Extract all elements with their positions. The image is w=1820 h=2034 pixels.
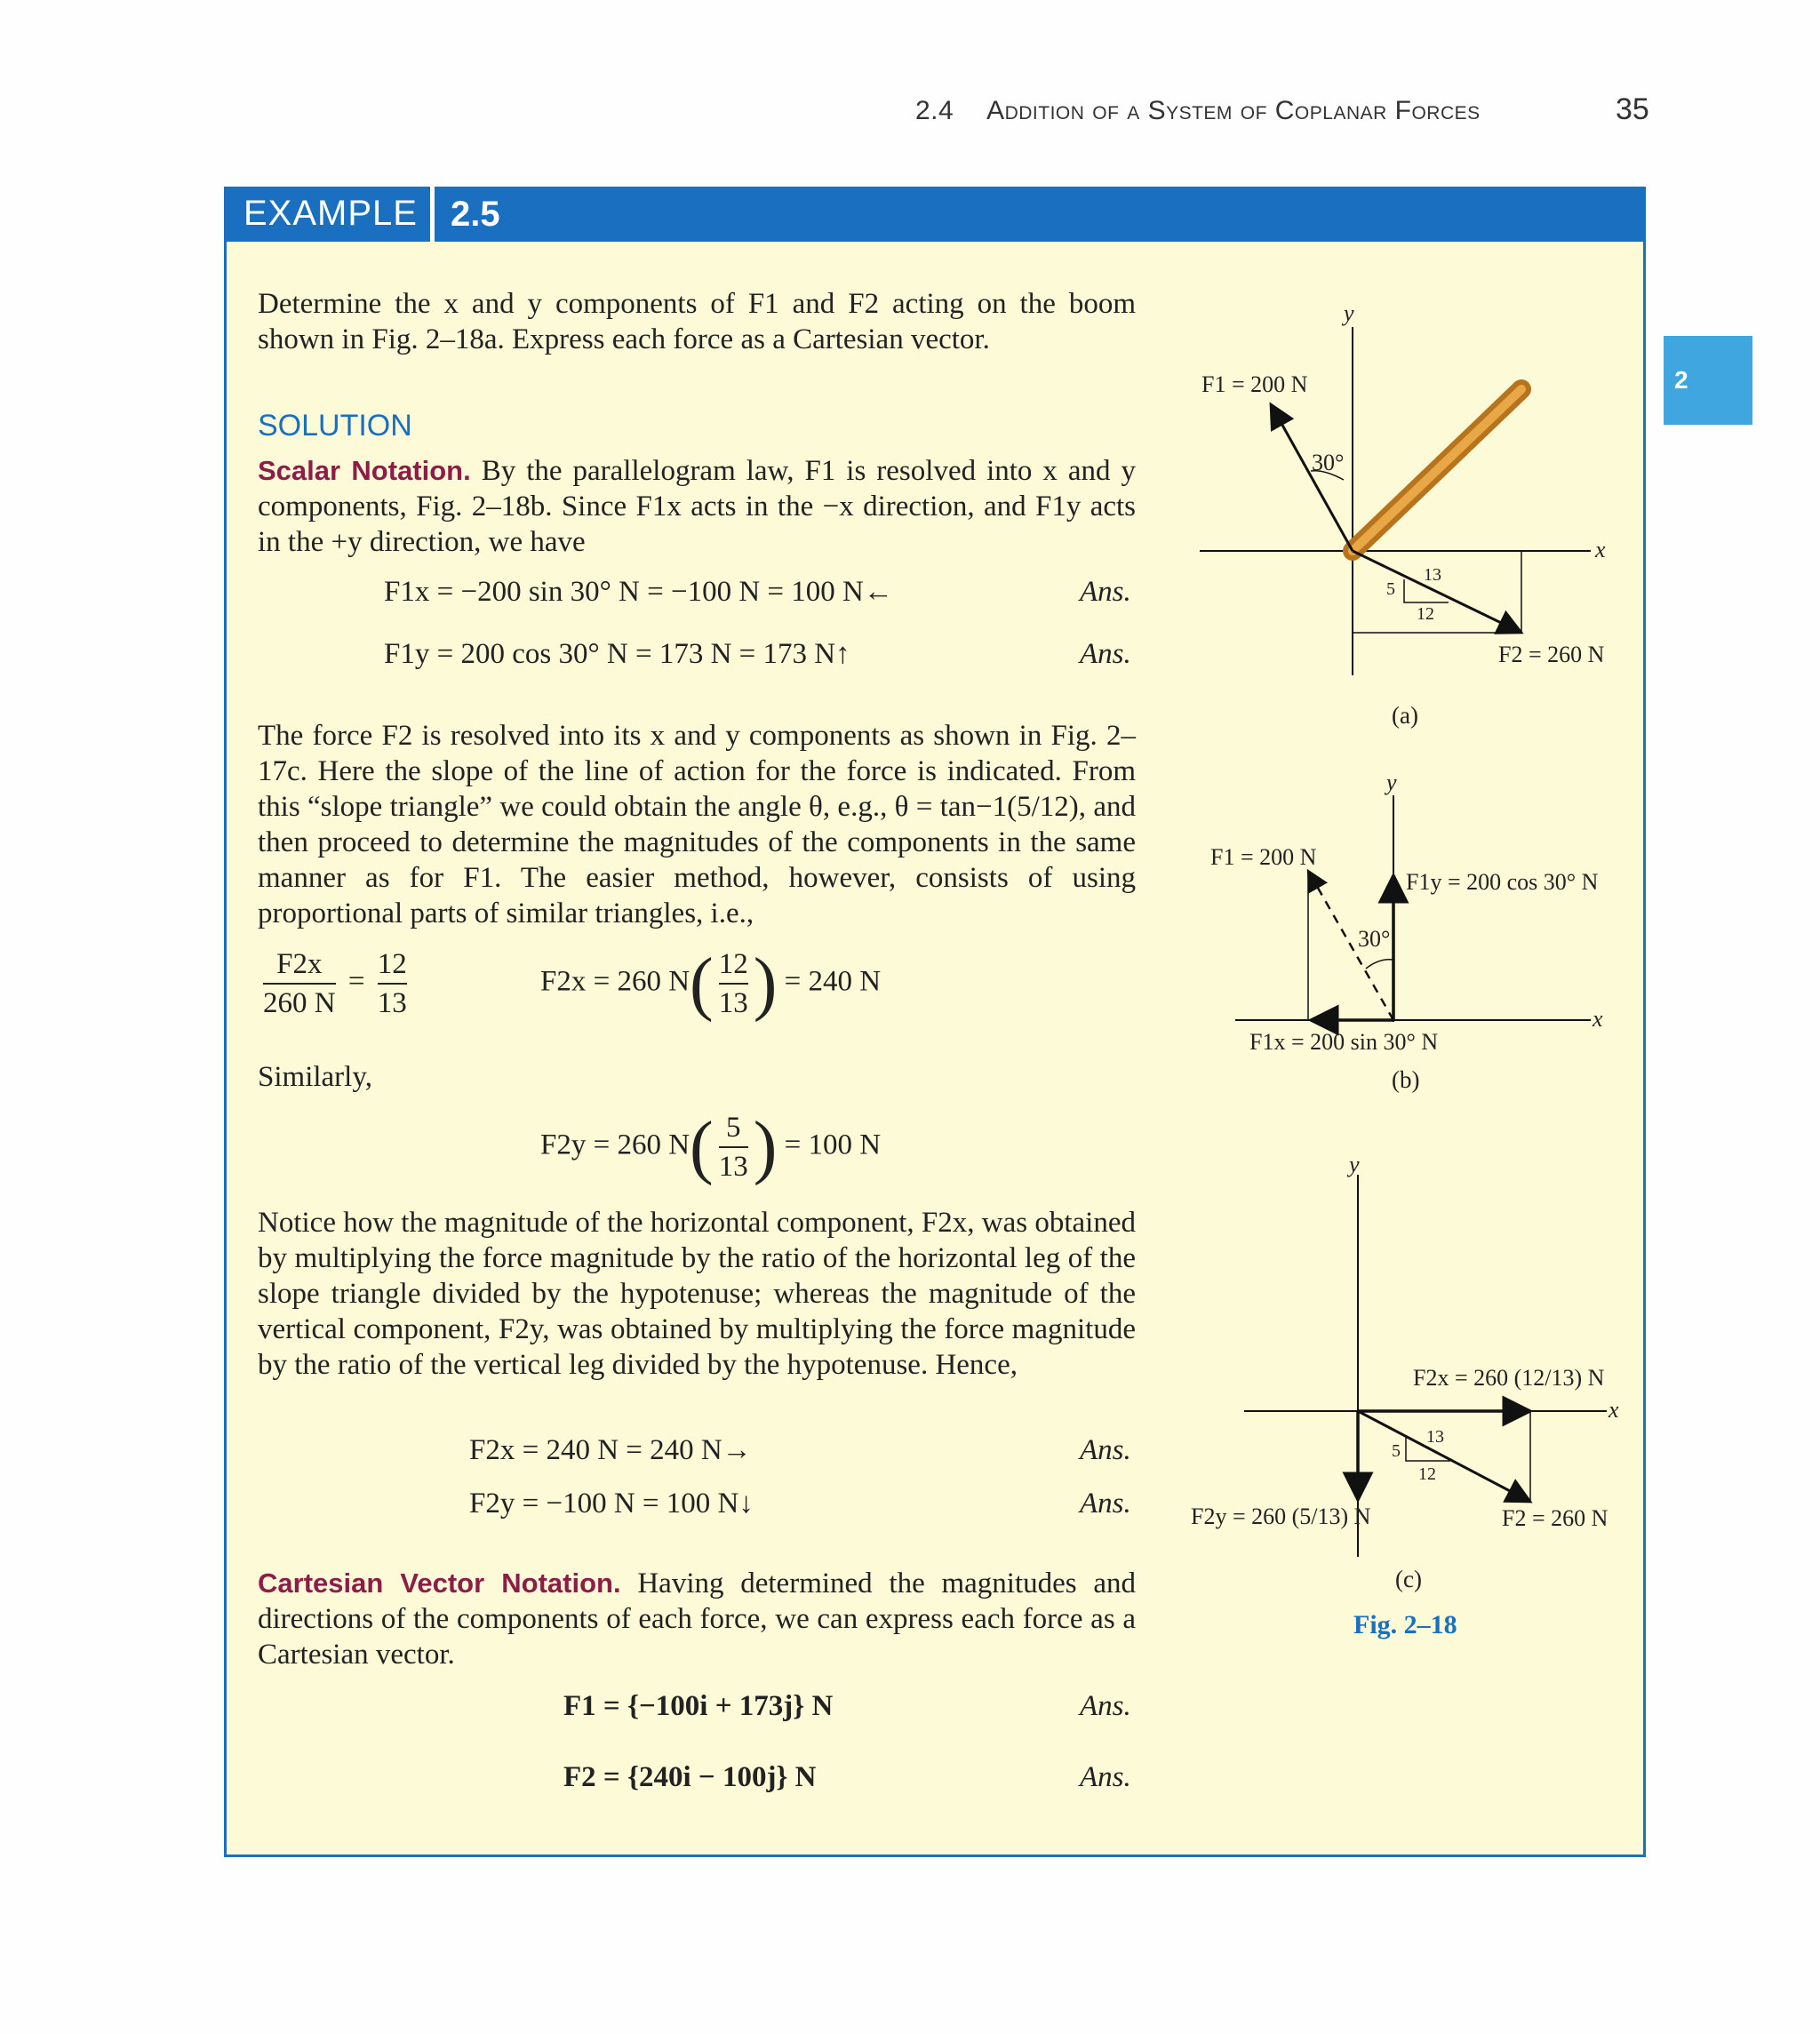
x-axis-label-a: x <box>1595 537 1606 562</box>
cartesian-text: Having determined the magnitudes and directions of the components of each force, we can express each force as a Cartesian vector. <box>258 1567 1137 1671</box>
f2y-frac-num: 5 <box>719 1109 748 1148</box>
answer-label: Ans. <box>1080 1761 1131 1793</box>
scalar-text: By the parallelogram law, F1 is resolved into x and y components, Fig. 2–18b. Since F1x acts in the −x direction, and F1y acts in the +y direction, we have <box>258 455 1136 558</box>
f2y-result: = 100 N <box>784 1129 882 1161</box>
ratio-equation: $\frac{F2x}{260 N}$ = $\frac{12}{13}$ <box>258 945 412 1022</box>
page-number: 35 <box>1616 92 1649 126</box>
answer-label: Ans. <box>1080 1434 1131 1466</box>
f2-paragraph: The force F2 is resolved into its x and y components as shown in Fig. 2–17c. Here the slope of the line of action for the force is indicated. From this “slope triangle” we could obtain the angle θ, e.g., θ = tan−1(5/12), and then proceed to determine the magnitudes of the components in the same manner as for F1. The easier method, however, consists of using proportional parts of similar triangles, i.e., <box>258 720 1136 929</box>
section-number: 2.4 <box>915 96 954 125</box>
ratio-rhs-numerator: 12 <box>378 945 407 985</box>
angle-label-a: 30° <box>1312 450 1345 475</box>
force-f2-arrow-c <box>1358 1411 1530 1502</box>
f2y-equation: F2y = 260 N( $\frac{5}{13}$ ) = 100 N <box>540 1108 882 1186</box>
equation-f2y: F2y = −100 N = 100 N↓ <box>469 1488 754 1520</box>
angle-arc-b <box>1366 960 1393 969</box>
caption-a: (a) <box>1392 702 1418 729</box>
f2y-lhs: F2y = 260 N <box>540 1129 690 1161</box>
example-number: 2.5 <box>430 187 500 242</box>
f2x-result: = 240 N <box>784 965 882 998</box>
example-label: EXAMPLE <box>243 194 418 233</box>
ratio-lhs-numerator: F2x <box>263 945 336 985</box>
similarly-text: Similarly, <box>258 1061 372 1093</box>
y-axis-label-c: y <box>1349 1152 1360 1177</box>
x-axis-label-c: x <box>1608 1397 1619 1423</box>
f2x-frac-num: 12 <box>719 945 748 985</box>
f2-label-c: F2 = 260 N <box>1502 1505 1608 1531</box>
solution-heading: SOLUTION <box>258 409 412 443</box>
ratio-rhs-denominator: 13 <box>377 987 407 1019</box>
f1-label-a: F1 = 200 N <box>1201 371 1308 397</box>
triangle-hyp-a: 13 <box>1424 565 1441 585</box>
angle-label-b: 30° <box>1358 926 1391 952</box>
f1y-label-b: F1y = 200 cos 30° N <box>1406 869 1599 895</box>
triangle-vert-a: 5 <box>1386 579 1395 599</box>
f2x-lhs: F2x = 260 N <box>540 965 690 998</box>
cartesian-heading: Cartesian Vector Notation. <box>258 1567 621 1599</box>
caption-c: (c) <box>1395 1566 1422 1592</box>
equation-f2x: F2x = 240 N = 240 N→ <box>469 1434 752 1466</box>
f2-label-a: F2 = 260 N <box>1498 642 1605 667</box>
triangle-vert-c: 5 <box>1392 1441 1401 1461</box>
section-title: Addition of a System of Coplanar Forces <box>986 96 1481 125</box>
answer-label: Ans. <box>1080 1488 1131 1520</box>
triangle-hyp-c: 13 <box>1426 1427 1444 1447</box>
f2x-label-c: F2x = 260 (12/13) N <box>1413 1365 1605 1391</box>
f1-label-b: F1 = 200 N <box>1210 844 1317 870</box>
notice-paragraph: Notice how the magnitude of the horizontal component, F2x, was obtained by multiplying the force magnitude by the ratio of the horizontal leg of the slope triangle divided by the hypotenuse; whereas the magnitude of the vertical component, F2y, was obtained by multiplying the force magnitude by the ratio of the vertical leg divided by the hypotenuse. Hence, <box>258 1207 1136 1381</box>
answer-label: Ans. <box>1080 576 1131 608</box>
f2x-frac-den: 13 <box>718 987 748 1019</box>
equation-f1y: F1y = 200 cos 30° N = 173 N = 173 N↑ <box>384 638 850 670</box>
ratio-lhs-denominator: 260 N <box>263 987 336 1019</box>
scalar-heading: Scalar Notation. <box>258 455 471 486</box>
f2y-frac-den: 13 <box>718 1151 748 1183</box>
problem-statement: Determine the x and y components of F1 and F2 acting on the boom shown in Fig. 2–18a. Express each force as a Cartesian vector. <box>258 288 1136 355</box>
x-axis-label-b: x <box>1592 1006 1603 1032</box>
force-f2-arrow <box>1353 551 1521 633</box>
triangle-horiz-c: 12 <box>1418 1464 1436 1484</box>
equation-f1-vector: F1 = {−100i + 173j} N <box>563 1690 834 1722</box>
f2y-label-c: F2y = 260 (5/13) N <box>1191 1504 1371 1529</box>
y-axis-label-b: y <box>1386 770 1397 795</box>
f1x-label-b: F1x = 200 sin 30° N <box>1249 1029 1439 1055</box>
equation-f1x: F1x = −200 sin 30° N = −100 N = 100 N← <box>384 576 893 608</box>
figure-label: Fig. 2–18 <box>1353 1610 1457 1639</box>
chapter-tab-label: 2 <box>1674 366 1688 394</box>
answer-label: Ans. <box>1080 638 1131 670</box>
triangle-horiz-a: 12 <box>1417 604 1434 624</box>
y-axis-label-a: y <box>1344 300 1354 326</box>
f2x-equation: F2x = 260 N( $\frac{12}{13}$ ) = 240 N <box>540 945 882 1023</box>
equation-f2-vector: F2 = {240i − 100j} N <box>563 1761 817 1793</box>
answer-label: Ans. <box>1080 1690 1131 1722</box>
caption-b: (b) <box>1392 1066 1420 1093</box>
figure-b <box>1235 795 1591 1022</box>
